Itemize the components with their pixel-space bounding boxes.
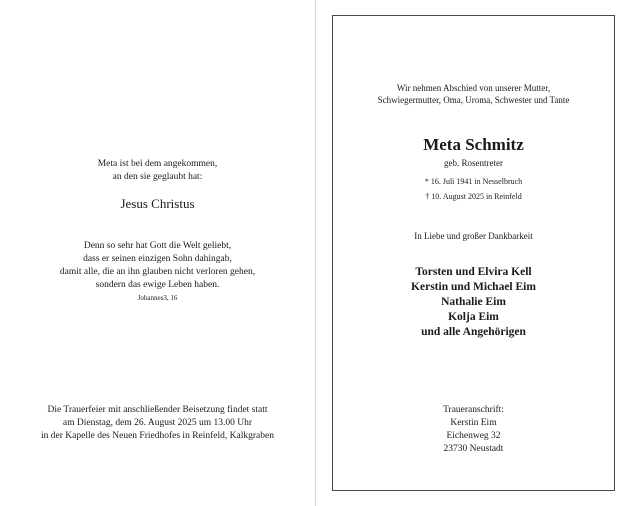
- ceremony-info: [0, 404, 315, 443]
- intro-line: Meta ist bei dem angekommen,: [97, 159, 218, 169]
- bible-verse: [0, 240, 315, 292]
- farewell-line: Schwiegermutter, Oma, Uroma, Schwester und Tante: [377, 95, 570, 105]
- born-name: geb. Rosentreter: [444, 158, 503, 168]
- ceremony-line: in der Kapelle des Neuen Friedhofes in Reinfeld, Kalkgraben: [41, 431, 274, 441]
- birth-date: * 16. Juli 1941 in Nesselbruch: [424, 177, 523, 186]
- verse-line: sondern das ewige Leben haben.: [95, 280, 220, 290]
- address-line: 23730 Neustadt: [443, 444, 504, 454]
- mourning-address: [333, 404, 614, 456]
- address-line: Traueranschrift:: [443, 405, 504, 415]
- verse-line: dass er seinen einzigen Sohn dahingab,: [83, 254, 232, 264]
- death-date: † 10. August 2025 in Reinfeld: [425, 192, 522, 201]
- family-member: und alle Angehörigen: [421, 326, 526, 338]
- ceremony-line: Die Trauerfeier mit anschließender Beisetzung findet statt: [47, 405, 268, 415]
- intro-line: an den sie geglaubt hat:: [112, 172, 203, 182]
- address-line: Eichenweg 32: [446, 431, 501, 441]
- ceremony-line: am Dienstag, dem 26. August 2025 um 13.00 Uhr: [62, 418, 253, 428]
- family-list: [333, 265, 614, 340]
- family-member: Kerstin und Michael Eim: [411, 281, 536, 293]
- verse-line: Denn so sehr hat Gott die Welt geliebt,: [83, 241, 232, 251]
- obituary-frame: [332, 15, 615, 491]
- farewell-text: [333, 82, 614, 106]
- verse-line: damit alle, die an ihn glauben nicht verloren gehen,: [59, 267, 256, 277]
- gratitude-line: In Liebe und großer Dankbarkeit: [414, 231, 533, 241]
- family-member: Torsten und Elvira Kell: [415, 266, 532, 278]
- verse-reference: Johannes3, 16: [137, 294, 178, 302]
- deceased-name: Meta Schmitz: [423, 135, 524, 154]
- farewell-line: Wir nehmen Abschied von unserer Mutter,: [396, 83, 551, 93]
- address-line: Kerstin Eim: [450, 418, 497, 428]
- family-member: Nathalie Eim: [441, 296, 506, 308]
- page-fold: [315, 0, 316, 506]
- intro-text: [0, 158, 315, 184]
- family-member: Kolja Eim: [448, 311, 499, 323]
- jesus-christus-heading: Jesus Christus: [120, 196, 195, 211]
